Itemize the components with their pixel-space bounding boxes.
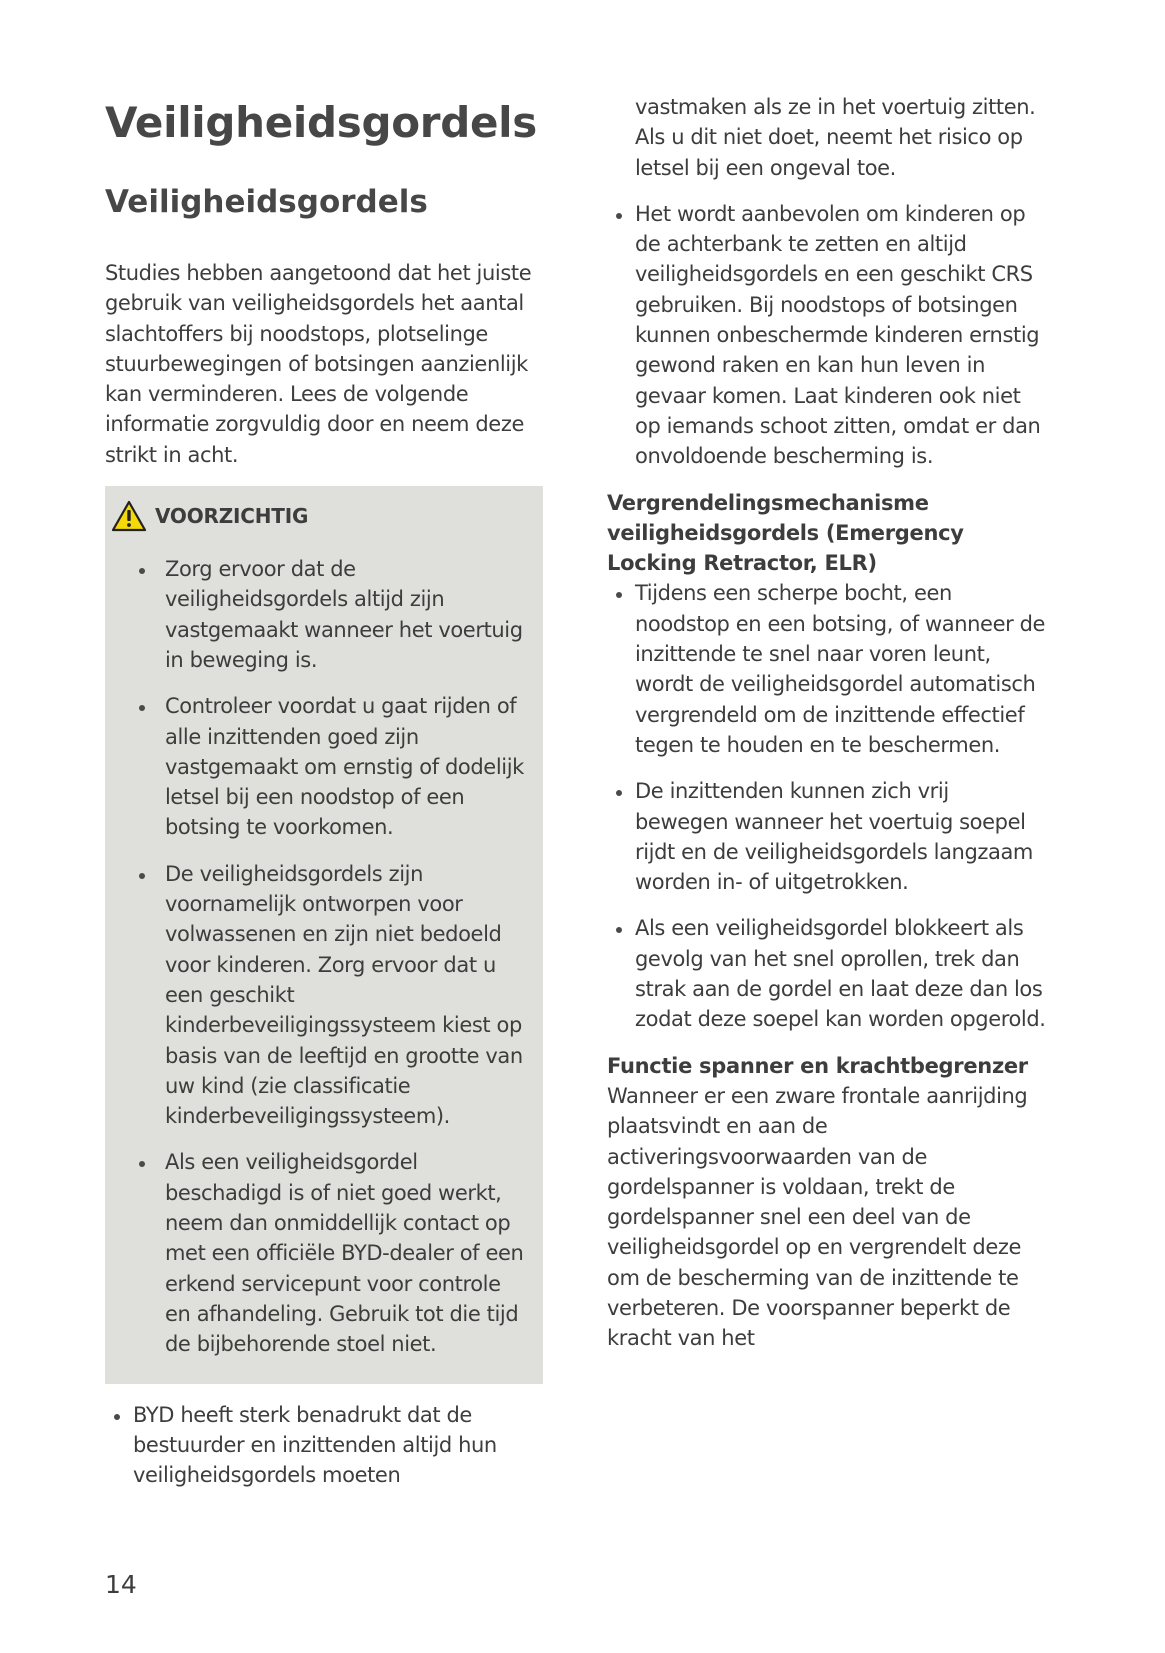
bullet-dot bbox=[616, 213, 622, 219]
bullet-dot bbox=[616, 927, 622, 933]
list-item-text: Als een veiligheidsgordel blokkeert als gevolg van het snel oprollen, trek dan strak aan de gordel en laat deze dan los zodat deze soepel kan worden opgerold. bbox=[635, 916, 1046, 1032]
list-item bbox=[607, 578, 1047, 760]
continued-text: vastmaken als ze in het voertuig zitten. Als u dit niet doet, neemt het risico op letsel bij een ongeval toe. bbox=[635, 95, 1036, 180]
caution-item-text: Zorg ervoor dat de veiligheidsgordels altijd zijn vastgemaakt wanneer het voertuig in beweging is. bbox=[165, 557, 523, 672]
caution-item-text: Controleer voordat u gaat rijden of alle inzittenden goed zijn vastgemaakt om ernstig of dodelijk letsel bij een noodstop of een botsing te voorkomen. bbox=[165, 694, 524, 840]
pretensioner-paragraph: Wanneer er een zware frontale aanrijding plaatsvindt en aan de activeringsvoorwaarden van de gordelspanner is voldaan, trekt de gordelspanner snel een deel van de veiligheidsgordel op en vergrendelt deze om de bescherming van de inzittende te verbeteren. De voorspanner beperkt de kracht van het bbox=[607, 1083, 1028, 1351]
right-column bbox=[607, 92, 1047, 1354]
list-item bbox=[607, 913, 1047, 1034]
list-item bbox=[607, 776, 1047, 897]
caution-item bbox=[105, 554, 543, 675]
caution-item bbox=[105, 1147, 543, 1359]
page-title: Veiligheidsgordels bbox=[105, 98, 537, 147]
bullet-dot bbox=[139, 1161, 145, 1167]
intro-paragraph: Studies hebben aangetoond dat het juiste gebruik van veiligheidsgordels het aantal slachtoffers bij noodstops, plotselinge stuurbewegingen of botsingen aanzienlijk kan verminderen. Lees de volgende informatie zorgvuldig door en neem deze strikt in acht. bbox=[105, 261, 532, 467]
caution-item bbox=[105, 691, 543, 842]
section-title: Veiligheidsgordels bbox=[105, 184, 428, 220]
bullet-dot bbox=[139, 705, 145, 711]
caution-item-text: Als een veiligheidsgordel beschadigd is of niet goed werkt, neem dan onmiddellijk contact op met een officiële BYD-dealer of een erkend servicepunt voor controle en afhandeling. Gebruik tot die tijd de bijbehorende stoel niet. bbox=[165, 1150, 524, 1357]
bullet-dot bbox=[139, 873, 145, 879]
elr-heading: Vergrendelingsmechanisme veiligheidsgordels (Emergency Locking Retractor, ELR) bbox=[607, 490, 964, 576]
caution-box bbox=[105, 486, 543, 1383]
bullet-dot bbox=[616, 592, 622, 598]
bullet-dot bbox=[139, 568, 145, 574]
caution-item-text: De veiligheidsgordels zijn voornamelijk ontworpen voor volwassenen en zijn niet bedoeld voor kinderen. Zorg ervoor dat u een geschikt kinderbeveiligingssysteem kiest op basis van de leeftijd en grootte van uw kind (zie classificatie kinderbeveiligingssysteem). bbox=[165, 861, 523, 1129]
list-item-text: De inzittenden kunnen zich vrij bewegen wanneer het voertuig soepel rijdt en de veiligheidsgordels langzaam worden in- of uitgetrokken. bbox=[635, 779, 1033, 895]
list-item-text: Tijdens een scherpe bocht, een noodstop en een botsing, of wanneer de inzittende te snel naar voren leunt, wordt de veiligheidsgordel automatisch vergrendeld om de inzittende effectief tegen te houden en te beschermen. bbox=[635, 581, 1046, 757]
list-item bbox=[607, 199, 1047, 472]
caution-list bbox=[105, 554, 543, 1359]
warning-triangle-icon bbox=[111, 500, 147, 532]
belt-usage-list bbox=[105, 1400, 545, 1491]
left-column bbox=[105, 92, 545, 1506]
bullet-dot bbox=[114, 1414, 120, 1420]
pretensioner-heading: Functie spanner en krachtbegrenzer bbox=[607, 1053, 1028, 1078]
caution-item bbox=[105, 859, 543, 1132]
page-number: 14 bbox=[105, 1570, 137, 1599]
elr-list bbox=[607, 578, 1047, 1034]
list-item-text: Het wordt aanbevolen om kinderen op de achterbank te zetten en altijd veiligheidsgordels en een geschikt CRS gebruiken. Bij noodstops of botsingen kunnen onbeschermde kinderen ernstig gewond raken en kan hun leven in gevaar komen. Laat kinderen ook niet op iemands schoot zitten, omdat er dan onvoldoende bescherming is. bbox=[635, 201, 1041, 469]
caution-header bbox=[105, 496, 543, 536]
list-item-text: BYD heeft sterk benadrukt dat de bestuurder en inzittenden altijd hun veiligheidsgordels moeten bbox=[133, 1402, 497, 1488]
caution-label: VOORZICHTIG bbox=[155, 504, 309, 529]
child-safety-list bbox=[607, 199, 1047, 472]
list-item bbox=[105, 1400, 545, 1491]
bullet-dot bbox=[616, 790, 622, 796]
